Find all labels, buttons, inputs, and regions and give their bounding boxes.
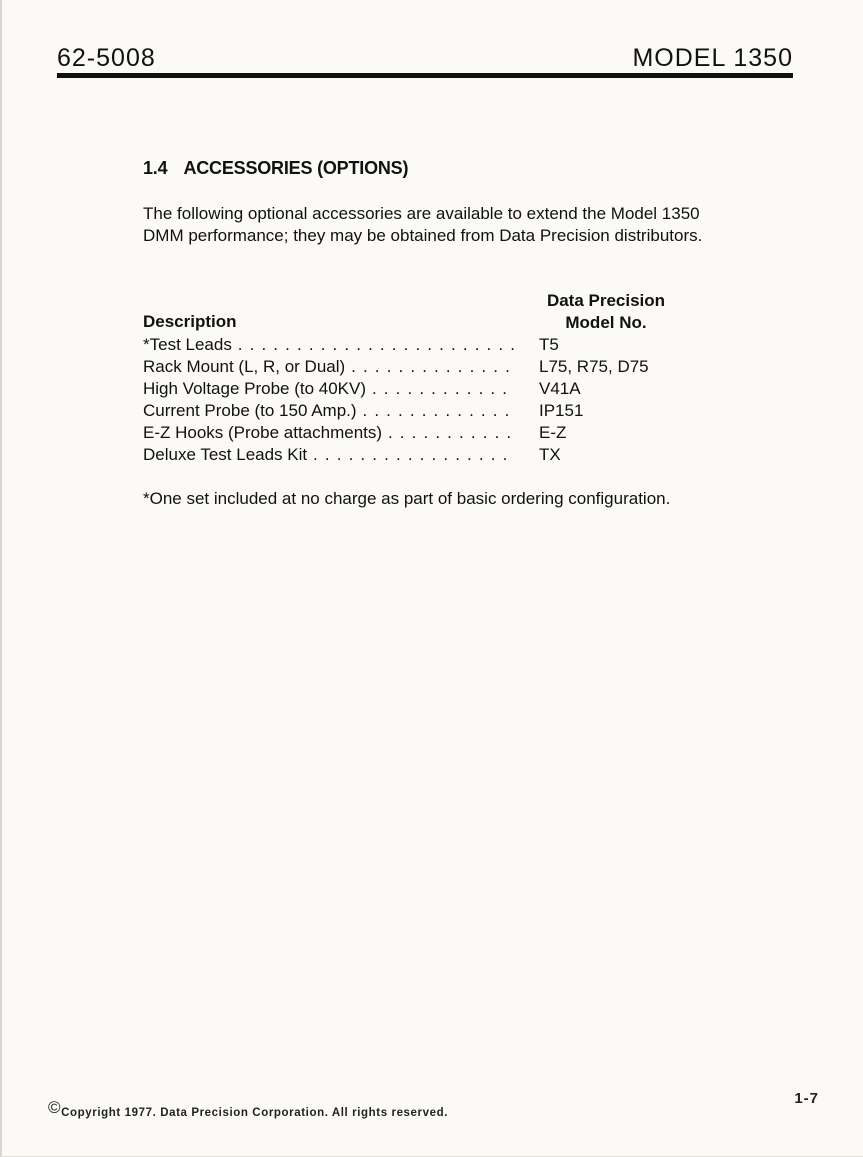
copyright-text: Copyright 1977. Data Precision Corporation. All rights reserved. [61, 1107, 449, 1119]
table-row [143, 356, 703, 378]
table-row [143, 444, 703, 466]
intro-paragraph: The following optional accessories are available to extend the Model 1350 DMM performance; they may be obtained from Data Precision distributors. [143, 204, 703, 245]
row-description: Deluxe Test Leads Kit . . . [143, 444, 515, 466]
row-description: Rack Mount (L, R, or Dual) . . . [143, 356, 515, 378]
header-rule [57, 73, 793, 78]
row-model: L75, R75, D75 [539, 357, 649, 376]
page-number: 1-7 [794, 1090, 819, 1107]
copyright-symbol: © [48, 1098, 62, 1117]
row-description: High Voltage Probe (to 40KV) . . . [143, 378, 515, 400]
table-row [143, 422, 703, 444]
section-number: 1.4 [143, 158, 168, 178]
table-row [143, 334, 703, 356]
row-model: TX [539, 445, 561, 464]
model-label: MODEL 1350 [632, 44, 793, 72]
table-row [143, 378, 703, 400]
row-description: *Test Leads . . . [143, 334, 515, 356]
table-row [143, 400, 703, 422]
row-model: E-Z [539, 423, 567, 442]
description-column-header: Description [143, 312, 237, 331]
model-column-header [530, 290, 682, 334]
model-header-line-2: Model No. [565, 313, 647, 332]
section-title: ACCESSORIES (OPTIONS) [183, 158, 409, 178]
row-model: IP151 [539, 401, 584, 420]
accessories-table [143, 334, 703, 466]
row-description: E-Z Hooks (Probe attachments) . . . [143, 422, 515, 444]
section-heading [143, 158, 408, 179]
row-model: T5 [539, 335, 559, 354]
copyright-notice [48, 1098, 448, 1119]
footnote: *One set included at no charge as part of basic ordering configuration. [143, 489, 671, 508]
row-description: Current Probe (to 150 Amp.) . . . [143, 400, 515, 422]
row-model: V41A [539, 379, 581, 398]
model-header-line-1: Data Precision [546, 291, 666, 310]
document-number: 62-5008 [57, 44, 156, 72]
